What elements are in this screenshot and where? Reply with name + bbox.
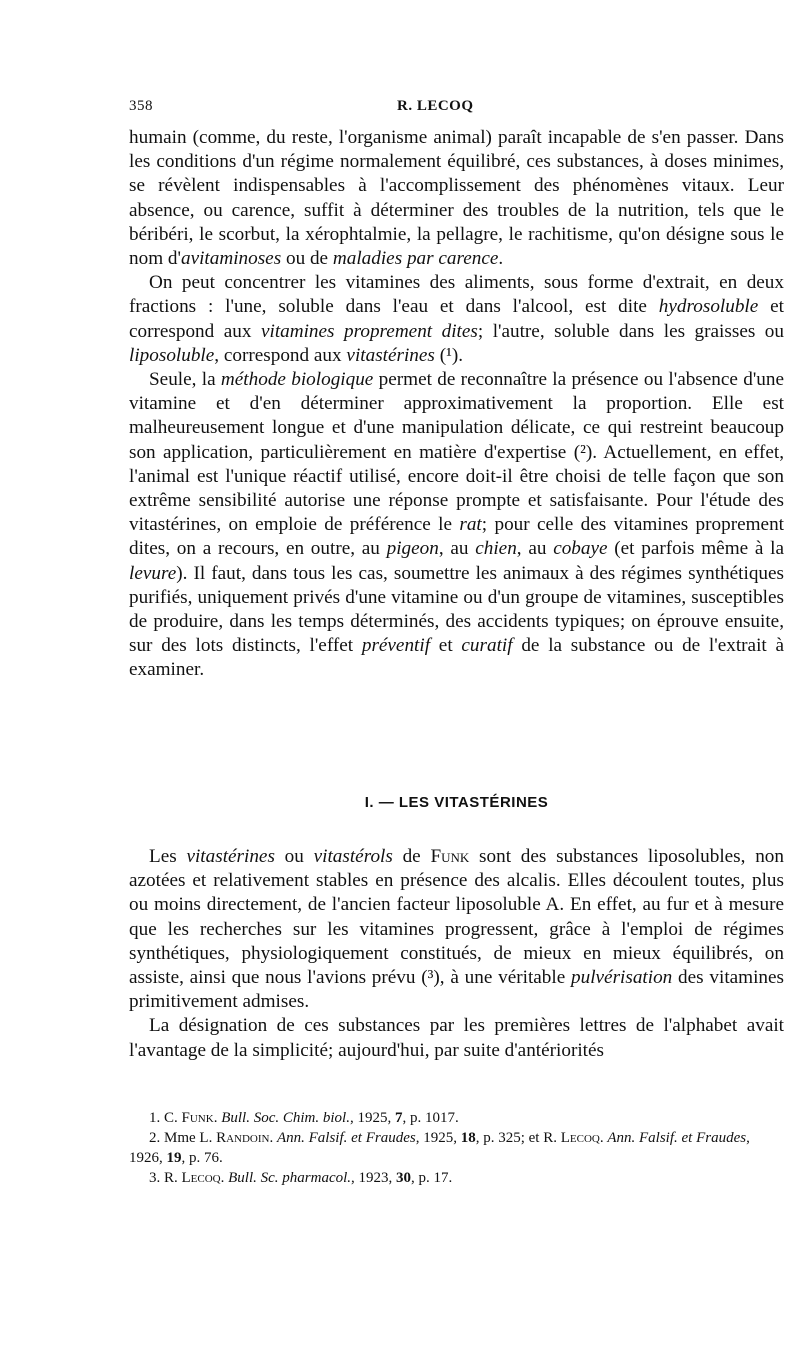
section-heading: I. — LES VITASTÉRINES [364, 794, 549, 811]
text-run: 2. Mme L. [149, 1130, 217, 1146]
running-head-author: R. LECOQ [397, 98, 474, 114]
text-run: , 1925, [349, 1110, 395, 1126]
small-caps-run: Lecoq [560, 1130, 600, 1146]
text-run: ; l'autre, soluble dans les graisses ou [477, 320, 784, 342]
italic-run: avitaminoses [180, 248, 282, 270]
text-run: (et parfois même à la [607, 538, 784, 560]
text-run: , au [516, 538, 554, 560]
italic-run: Bull. Sc. pharmacol. [228, 1170, 352, 1186]
italic-run: Ann. Falsif. et Fraudes [276, 1130, 416, 1146]
text-run: des vitamines primitivement admises. [129, 967, 784, 1013]
italic-run: levure [129, 562, 177, 584]
text-run: , p. 325; et R. [475, 1130, 561, 1146]
text-run: 3. R. [149, 1170, 182, 1186]
text-run: humain (comme, du reste, l'organisme animal) paraît incapable de s'en passer. Dans les conditions d'un régime normalement équilibré, ces substances, à doses minimes, se révèlent indispensables à l'accomplissement des phénomènes vitaux. Leur absence, ou carence, suffit à déterminer des troubles de la nutrition, tels que le béribéri, le scorbut, la xérophtalmie, la pellagre, le rachitisme, qu'on désigne sous le nom d' [129, 127, 784, 270]
body-text [129, 126, 784, 683]
text-run: permet de reconnaître la présence ou l'absence d'une vitamine et d'en déterminer approximativement la proportion. Elle est malheureusement longue et d'une manipulation délicate, ce qui restreint beaucoup son application, particulièrement en matière d'expertise (²). Actuellement, en effet, l'animal est l'unique réactif utilisé, encore doit-il être choisi de telle façon que son extrême sensibilité autorise une réponse prompte et satisfaisante. Pour l'étude des vitastérines, on emploie de préférence le [129, 369, 784, 536]
text-run: et [430, 635, 462, 657]
italic-run: pigeon [386, 538, 439, 560]
paragraph [129, 126, 784, 271]
small-caps-run: Randoin [216, 1130, 270, 1146]
paragraph [129, 271, 784, 368]
bold-run: 30 [396, 1170, 412, 1186]
italic-run: vitamines proprement dites [260, 320, 478, 342]
text-run: ; pour celle des vitamines proprement dites, on a recours, en outre, au [129, 514, 784, 560]
paragraph [129, 1014, 784, 1062]
text-run: On peut concentrer les vitamines des aliments, sous forme d'extrait, en deux fractions : l'une, soluble dans l'eau et dans l'alcool, est dite [129, 272, 784, 318]
text-run: . [220, 1170, 229, 1186]
italic-run: vitastérines [346, 344, 435, 366]
text-run: , 1923, [351, 1170, 397, 1186]
bold-run: 18 [460, 1130, 476, 1146]
text-run: La désignation de ces substances par les premières lettres de l'alphabet avait l'avantage de la simplicité; aujourd'hui, par suite d'antériorités [129, 1015, 784, 1061]
text-run: . [599, 1130, 608, 1146]
text-run: (¹). [434, 344, 464, 366]
text-run: , 1926, [129, 1130, 750, 1166]
section-body [129, 845, 784, 1063]
page-number: 358 [129, 98, 153, 114]
italic-run: liposoluble [129, 344, 215, 366]
text-run: . [498, 248, 504, 270]
text-run: , correspond aux [214, 344, 347, 366]
text-run: et correspond aux [129, 296, 784, 342]
text-run: Les [149, 846, 187, 867]
small-caps-run: Lecoq [181, 1170, 221, 1186]
italic-run: cobaye [553, 538, 608, 560]
text-run: . [269, 1130, 277, 1146]
italic-run: Bull. Soc. Chim. biol. [221, 1110, 350, 1126]
text-run: . [213, 1110, 222, 1126]
footnote [129, 1168, 784, 1188]
text-run: , 1925, [415, 1130, 461, 1146]
italic-run: hydrosoluble [658, 296, 759, 318]
text-run: , au [438, 538, 476, 560]
italic-run: Ann. Falsif. et Fraudes [607, 1130, 747, 1146]
bold-run: 19 [166, 1150, 182, 1166]
italic-run: préventif [361, 635, 431, 657]
text-run: , p. 76. [181, 1150, 223, 1166]
italic-run: curatif [461, 635, 513, 657]
italic-run: maladies par carence [332, 248, 499, 270]
text-run: de la substance ou de l'extrait à examiner. [129, 635, 784, 681]
text-run: sont des substances liposolubles, non azotées et relativement stables en présence des alcalis. Elles découlent toutes, plus ou moins directement, de l'ancien facteur liposoluble A. En effet, au fur et à mesure que les recherches sur les vitamines progressent, grâce à l'emploi de régimes synthétiques, physiologiquement constitués, de mieux en mieux équilibrés, on assiste, ainsi que nous l'avions prévu (³), à une véritable [129, 846, 784, 989]
italic-run: pulvérisation [571, 967, 673, 989]
small-caps-run: Funk [430, 846, 470, 867]
text-run: , p. 1017. [402, 1110, 459, 1126]
italic-run: méthode biologique [220, 369, 374, 391]
footnotes [129, 1108, 784, 1188]
italic-run: vitastérols [313, 846, 393, 867]
text-run: , p. 17. [411, 1170, 453, 1186]
italic-run: chien [475, 538, 517, 560]
text-run: 1. C. [149, 1110, 182, 1126]
paragraph [129, 845, 784, 1014]
text-run: ). Il faut, dans tous les cas, soumettre les animaux à des régimes synthétiques purifiés, uniquement privés d'une vitamine ou d'un groupe de vitamines, susceptibles de produire, dans les temps déterminés, des accidents typiques; on éprouve ensuite, sur des lots distincts, l'effet [129, 562, 784, 657]
text-run: ou de [281, 248, 333, 270]
footnote [129, 1128, 784, 1168]
footnote [129, 1108, 784, 1128]
text-run: ou [274, 846, 314, 867]
small-caps-run: Funk [181, 1110, 214, 1126]
paragraph [129, 368, 784, 683]
italic-run: rat [459, 514, 482, 536]
text-run: Seule, la [149, 369, 221, 391]
text-run: de [392, 846, 431, 867]
bold-run: 7 [394, 1110, 403, 1126]
italic-run: vitastérines [186, 846, 275, 867]
running-head [129, 98, 784, 122]
